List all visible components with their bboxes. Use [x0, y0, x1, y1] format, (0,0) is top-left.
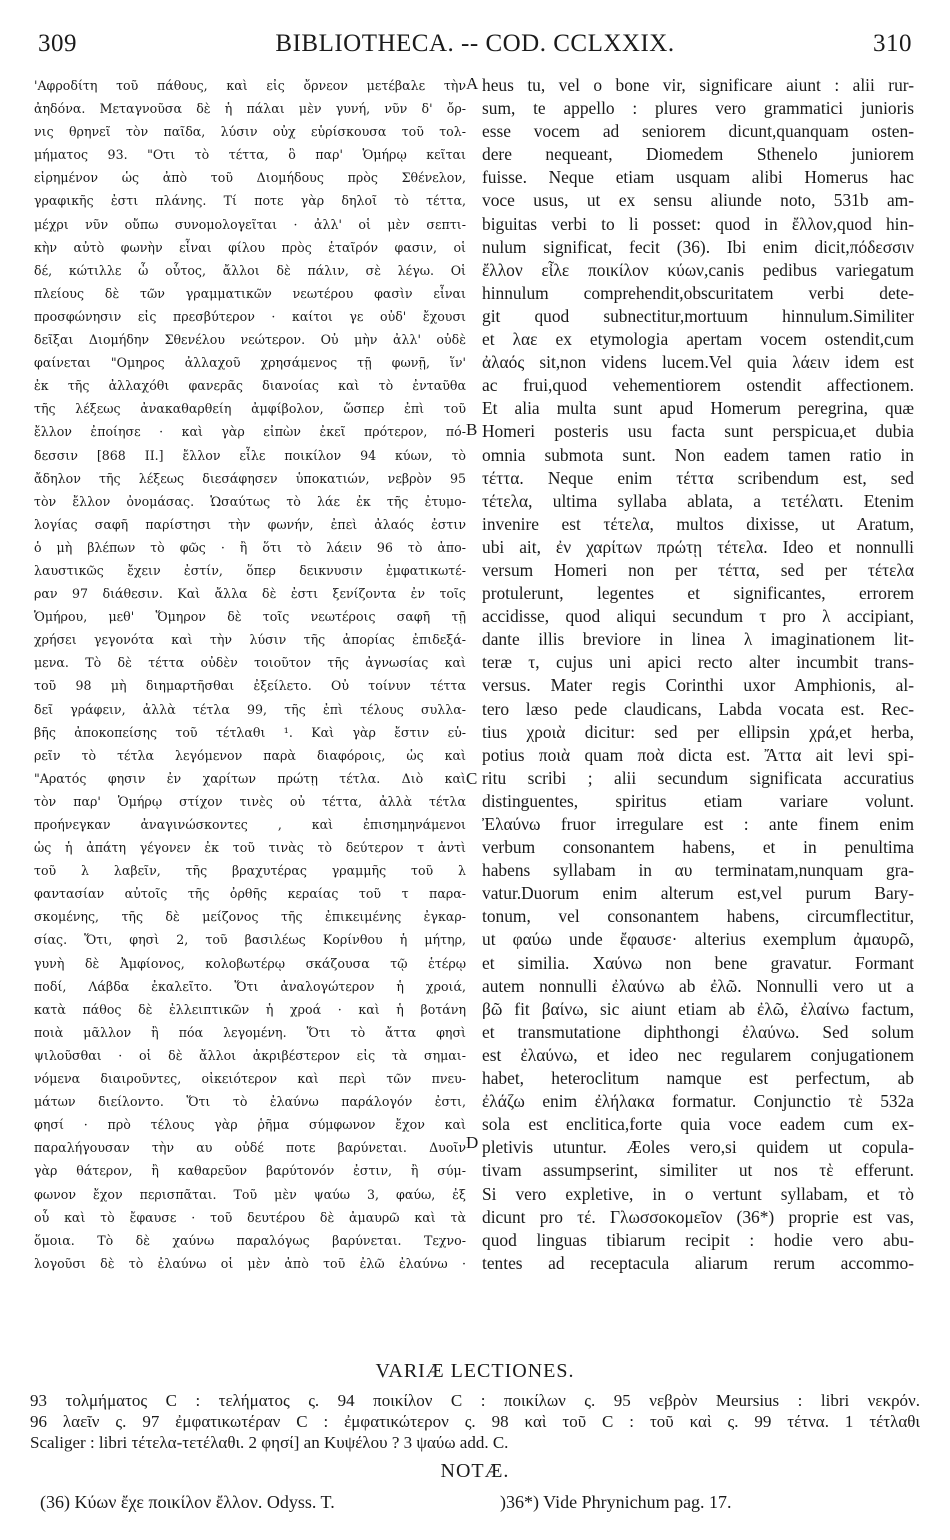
greek-text-column: [34, 74, 466, 1275]
margin-letter-b: B: [466, 420, 478, 439]
greek-text-line: μάτων διείλοντο. Ὅτι τὸ ἐλαύνω παράλογόν ἐστι,: [34, 1094, 466, 1110]
latin-text-line: biguitas verbi to li posset: quod in ἔλλον,quod hin-: [482, 213, 914, 234]
variae-lectiones-heading: VARIÆ LECTIONES.: [375, 1360, 575, 1382]
greek-text-line: προσφώνησιν εἰς πρεσβύτερον · καίτοι γε οὐδ' ἔχουσι: [34, 308, 466, 324]
latin-text-line: ἐλάζω enim ἐλήλακα formatur. Conjunctio τὲ 532a: [482, 1091, 914, 1112]
greek-text-line: ρεῖν τὸ τέτλα λεγόμενον παρὰ διαφόροις, ὡς καὶ: [34, 747, 466, 763]
greek-text-line: τοῦ λ λαβεῖν, τῆς βραχυτέρας γραμμῆς τοῦ λ: [34, 863, 466, 879]
greek-text-line: οὗ καὶ τὸ ἔφαυσε · τοῦ δευτέρου δὲ ἀμαυρῶ καὶ τὰ: [34, 1209, 466, 1225]
latin-text-line: vatur.Duorum enim alterum est,vel purum Bary-: [482, 883, 914, 904]
latin-text-line: βῶ fit βαίνω, sic aiunt etiam ab ἐλῶ, ἐλαίνω factum,: [482, 998, 914, 1019]
latin-text-line: dere nequeant, Diomedem Sthenelo juniorem: [482, 144, 914, 165]
latin-text-line: et transmutatione diphthongi ἐλαύνω. Sed solum: [482, 1021, 914, 1042]
page-header: [30, 30, 920, 64]
latin-text-line: Homeri posteris usu facta sunt perspicua,et dubia: [482, 421, 914, 442]
greek-text-line: κατὰ πάθος δὲ ἐλλειπτικῶν ἡ χροά · καὶ ἡ βοτάνη: [34, 1001, 466, 1017]
latin-text-line: invenire est τέτελα, multos dixisse, ut Aratum,: [482, 513, 914, 534]
greek-text-line: ἀηδόνα. Μεταγνοῦσα δὲ ἡ πάλαι μὲν γυνή, νῦν δ' ὄρ-: [34, 101, 466, 117]
greek-text-line: φωνον ἔχον περισπᾶται. Τοῦ μὲν ψαύω 3, φαύω, ἐξ: [34, 1186, 466, 1202]
latin-text-line: dante illis breviore in linea λ imaginationem lit-: [482, 629, 914, 650]
greek-text-line: ἐκ τῆς ἀλλαχόθι φανερᾶς διανοίας καὶ τὸ ἐνταῦθα: [34, 378, 466, 394]
greek-text-line: τοῦ 98 μὴ διημαρτῆσθαι ἐξείλετο. Οὐ τοίνυν τέττα: [34, 678, 466, 694]
note-36: (36) Κύων ἔχε ποικίλον ἔλλον. Odyss. T.: [40, 1492, 335, 1512]
latin-text-line: habens syllabam in αυ terminatam,nunquam gra-: [482, 860, 914, 881]
greek-text-line: λογοῦσι δὲ τὸ ἐλαύνω οἱ μὲν ἀπὸ τοῦ ἐλῶ ἐλαύνω ·: [34, 1255, 466, 1271]
greek-text-line: γυνὴ δὲ Ἀμφίονος, κολοβωτέρῳ σκάζουσα τῷ ἑτέρῳ: [34, 955, 466, 971]
greek-text-line: λογίας σαφῆ παρίστησι τὴν φωνήν, ἐπεὶ ἀλαός ἐστιν: [34, 516, 466, 532]
greek-text-line: πλείους δὲ τῶν γραμματικῶν νεωτέρου φασὶν εἶναι: [34, 285, 466, 301]
greek-text-line: 'Αφροδίτη τοῦ πάθους, καὶ εἰς ὄρνεον μετέβαλε τὴν: [34, 78, 466, 93]
margin-letter-a: A: [466, 74, 479, 93]
greek-text-line: εἰρημένον ὡς ἀπὸ τοῦ Διομήδους πρὸς Σθένελον,: [34, 170, 466, 186]
greek-text-line: γὰρ θάτερον, ἢ καθαρεῦον βαρύτονόν ἐστιν, ἢ σύμ-: [34, 1163, 466, 1179]
greek-text-line: κὴν αὐτὸ φωνὴν εἶναι φίλου πρὸς ἑταῖρόν φασιν, οἱ: [34, 239, 466, 255]
variae-lectiones-block: [30, 1390, 920, 1453]
latin-text-line: est ἐλαύνω, et ideo nec regularem conjugationem: [482, 1044, 914, 1065]
greek-text-line: ἔλλον ἐποίησε · καὶ γὰρ εἰπὼν ἐκεῖ πρότερον, πό-: [34, 424, 466, 440]
latin-text-line: versus. Mater regis Corinthi uxor Amphionis, al-: [482, 675, 914, 696]
greek-text-line: ποιὰ μᾶλλον ἢ πόα λεγομένη. Ὅτι τὸ ἄττα φησὶ: [34, 1024, 466, 1040]
notae-heading: NOTÆ.: [440, 1460, 510, 1482]
latin-text-line: hinnulum comprehendit,obscuritatem verbi dete-: [482, 282, 914, 303]
latin-text-line: ac frui,quod vehementiorem ostendit affectionem.: [482, 375, 914, 396]
greek-text-line: μενα. Τὸ δὲ τέττα οὐδὲν τοιοῦτον τῆς ἀγνωσίας καὶ: [34, 655, 466, 671]
greek-text-line: λαυστικῶς ἔχειν ἐστίν, ὅπερ δεικνυσιν ἐμφατικωτέ-: [34, 562, 466, 578]
greek-text-line: τῆς λέξεως ἀνακαθαρθείη ἀμφίβολον, ὥσπερ ἐπὶ τοῦ: [34, 401, 466, 417]
running-title: BIBLIOTHECA. -- COD. CCLXXIX.: [275, 30, 675, 57]
latin-text-line: ubi ait, ἐν χαρίτων πρώτῃ τέτελα. Ideo et nonnulli: [482, 536, 914, 557]
greek-text-line: δέ, κώτιλλε ὦ οὗτος, ἄλλοι δὲ πάλιν, σὲ λέγω. Οἱ: [34, 262, 466, 278]
greek-text-line: σκομένης, τῆς δὲ μείζονος τῆς ἐπικειμένης ἐγκαρ-: [34, 909, 466, 925]
greek-text-line: ραν 97 διάθεσιν. Καὶ ἄλλα δὲ ἐστι ξενίζοντα ἐν τοῖς: [34, 586, 466, 602]
latin-text-line: autem nonnulli ἐλαύνω ab ἐλῶ. Nonnulli vero ut a: [482, 975, 914, 996]
margin-letter-c: C: [466, 769, 478, 788]
latin-text-line: Et alia multa sunt apud Homerum peregrina, quæ: [482, 398, 914, 419]
varia-line: 93 τολμήματος C : τελήματος ς. 94 ποικίλον C : ποικίλων ς. 95 νεβρὸν Meursius : libri νεκρόν.: [30, 1391, 920, 1410]
latin-text-line: tero læso pede claudicans, Labda vocata est. Rec-: [482, 698, 914, 719]
greek-text-line: ὅμοια. Τὸ δὲ χαύνω παραλόγως βαρύνεται. Τεχνο-: [34, 1232, 466, 1248]
latin-text-line: Ἐλαύνω fruor irregulare est : ante finem enim: [482, 814, 914, 834]
latin-text-line: et similia. Χαύνω non bene gravatur. Formant: [482, 952, 914, 973]
latin-text-line: Si vero expletive, in o vertunt syllabam, et τὸ: [482, 1183, 914, 1204]
greek-text-line: σίας. Ὅτι, φησὶ 2, τοῦ βασιλέως Κορίνθου ἡ μήτηρ,: [34, 932, 466, 948]
latin-text-line: tius χροιὰ dicitur: sed per ellipsin χρά,et herba,: [482, 721, 914, 742]
greek-text-line: τὸν παρ' Ὁμήρῳ στίχον τινὲς οὐ τέττα, ἀλλὰ τέτλα: [34, 793, 466, 809]
latin-text-line: versum Homeri non per τέττα, sed per τέτελα: [482, 559, 914, 580]
latin-text-line: ut φαύω unde ἔφαυσε· alterius exemplum ἀμαυρῶ,: [482, 929, 914, 950]
latin-text-line: pletivis utuntur. Æoles vero,si quidem ut copula-: [482, 1137, 914, 1158]
greek-text-line: ψιλοῦσθαι · οἱ δὲ ἄλλοι ἀκριβέστερον εἰς τὰ σημαι-: [34, 1047, 466, 1063]
greek-text-line: βῆς ἀποκοπείσης τοῦ τέτλαθι ¹. Καὶ γὰρ ἔστιν εὑ-: [34, 724, 466, 740]
latin-text-line: dicunt pro τέ. Γλωσσοκομεῖον (36*) proprie est vas,: [482, 1206, 914, 1227]
greek-text-line: μήματος 93. "Οτι τὸ τέττα, ὃ παρ' Ὁμήρῳ κεῖται: [34, 147, 466, 163]
latin-text-line: habet, heteroclitum namque est perfectum, ab: [482, 1068, 914, 1089]
greek-text-line: δεῖ γράφειν, ἀλλὰ τέτλα 99, τῆς ἐπὶ τέλους συλλα-: [34, 701, 466, 717]
greek-text-line: φαίνεται "Ομηρος ἀλλαχοῦ χρησάμενος τῇ φωνῇ, ἵν': [34, 355, 466, 371]
greek-text-line: γραφικῆς ἐστι πλάνης. Τί ποτε γὰρ δηλοῖ τὸ τέττα,: [34, 193, 466, 209]
greek-text-line: δεῖξαι Διομήδην Σθενέλου νεώτερον. Οὐ μὴν ἀλλ' οὐδὲ: [34, 332, 466, 348]
latin-text-line: τέτελα, ultima syllaba ablata, a τετέλατι. Etenim: [482, 490, 914, 511]
latin-text-line: ritu scribi ; alii secundum significata accuratius: [482, 767, 914, 788]
greek-text-line: μέχρι νῦν οὔπω συνομολογεῖται · ἀλλ' οἱ μὲν σεπτι-: [34, 216, 466, 232]
note-36-star: )36*) Vide Phrynichum pag. 17.: [500, 1492, 732, 1512]
latin-text-line: verbum consonantem habens, et in penultima: [482, 837, 914, 858]
latin-text-line: tonum, vel consonantem habens, circumflectitur,: [482, 906, 914, 927]
greek-text-line: νόμενα διαιροῦντες, οἰκειότερον καὶ περὶ τῶν πνευ-: [34, 1071, 466, 1087]
greek-text-line: παραλήγουσαν τὴν αυ οὐδέ ποτε βαρύνεται. Δυοῖν: [34, 1140, 466, 1156]
latin-text-line: protulerunt, legentes et significantes, errorem: [482, 583, 914, 604]
latin-text-line: tentes ad receptacula aliarum rerum accommo-: [482, 1252, 914, 1273]
greek-text-line: ὡς ἡ ἀπάτη γέγονεν ἐκ τοῦ τινὰς τὸ δεύτερον τ ἀντὶ: [34, 840, 466, 856]
greek-text-line: ὁ μὴ βλέπων τὸ φῶς · ἢ ὅτι τὸ λάειν 96 τὸ ἀπο-: [34, 539, 466, 555]
greek-text-line: ἄδηλον τῆς λέξεως διεσάφησεν ὑποκατιών, νεβρὸν 95: [34, 470, 466, 486]
latin-text-line: git quod subnectitur,mortuum hinnulum.Similiter: [482, 305, 914, 326]
margin-letter-d: D: [466, 1133, 479, 1152]
latin-text-line: fuisse. Neque etiam usquam alibi Homerus hac: [482, 167, 914, 188]
latin-text-line: accidisse, quod aliqui secundum τ pro λ accipiant,: [482, 606, 914, 627]
latin-text-line: heus tu, vel o bone vir, significare aiunt : alii rur-: [482, 75, 914, 95]
latin-text-line: sum, te appello : plures vero grammatici junioris: [482, 98, 914, 119]
latin-text-line: et λαε ex etymologia apertam vocem ostendit,cum: [482, 329, 914, 350]
latin-text-line: voce usus, ut ex sensu aliunde noto, 531b am-: [482, 190, 914, 211]
greek-text-line: φαντασίαν αὐτοῖς τῆς ὀρθῆς κεραίας τοῦ τ παρα-: [34, 886, 466, 902]
greek-text-line: φησί · πρὸ τέλους γὰρ ῥῆμα σύμφωνον ἔχον καὶ: [34, 1117, 466, 1133]
greek-text-line: προήνεγκαν ἀναγινώσκοντες , καὶ ἐπισημηνάμενοι: [34, 817, 466, 832]
latin-text-line: omnia submota sunt. Non eadem tamen ratio in: [482, 444, 914, 465]
page-number-right: 310: [873, 30, 912, 57]
greek-text-line: χρήσει γεγονότα καὶ τὴν λύσιν τῆς ἀπορίας ἐπιδεξά-: [34, 632, 466, 648]
greek-text-line: Ὁμήρου, μεθ' Ὅμηρον δὲ τοῖς νεωτέροις σαφῆ τῇ: [34, 609, 466, 625]
greek-text-line: ποδί, Λάβδα ἐκαλεῖτο. Ὅτι ἀναλογώτερον ἡ χροιά,: [34, 978, 466, 994]
latin-text-line: potius ποιὰ quam ποὰ dicta est. Ἄττα ait levi spi-: [482, 744, 914, 765]
latin-text-line: distinguentes, spiritus etiam variare volunt.: [482, 790, 914, 811]
latin-text-line: sola est enclitica,forte quia voce eadem cum ex-: [482, 1114, 914, 1135]
greek-text-line: τὸν ἔλλον ὀνομάσας. Ὡσαύτως τὸ λάε ἐκ τῆς ἐτυμο-: [34, 493, 466, 509]
latin-text-line: ἔλλον εἶλε ποικίλον κύων,canis pedibus variegatum: [482, 259, 914, 280]
latin-text-line: tivam assumpserint, similiter ut nos τὲ efferunt.: [482, 1160, 914, 1181]
latin-text-line: ἀλαός sit,non videns lucem.Vel quia λάειν idem est: [482, 352, 914, 373]
greek-text-line: νις θρηνεῖ τὸν παῖδα, λύσιν οὐχ εὑρίσκουσα τοῦ τολ-: [34, 124, 466, 140]
varia-line: 96 λαεῖν ς. 97 ἐμφατικωτέραν C : ἐμφατικώτερον ς. 98 καὶ τοῦ C : τοῦ καὶ ς. 99 τέτνα. 1 τέτλαθι: [30, 1412, 920, 1431]
latin-text-line: quod linguas tibiarum recipit : hodie vero abu-: [482, 1229, 914, 1250]
greek-text-line: δεσσιν [868 II.] ἔλλον εἶλε ποικίλον 94 κύων, τὸ: [34, 447, 466, 463]
latin-text-line: nulum significat, fecit (36). Ibi enim dicit,πόδεσσιν: [482, 236, 914, 257]
greek-text-line: "Αρατός φησιν ἐν χαρίτων πρώτῃ τέτλα. Διὸ καὶ: [34, 770, 466, 786]
page-number-left: 309: [38, 30, 77, 57]
latin-text-line: τέττα. Neque enim τέττα scribendum est, sed: [482, 467, 914, 488]
latin-text-line: esse vocem ad seniorem dicunt,quanquam osten-: [482, 121, 914, 142]
varia-line: Scaliger : libri τέτελα-τετέλαθι. 2 φησί] an Κυψέλου ? 3 ψαύω add. C.: [30, 1433, 509, 1452]
latin-text-column: [482, 74, 914, 1275]
latin-text-line: teræ τ, cujus uni apici recto alter incumbit trans-: [482, 652, 914, 673]
